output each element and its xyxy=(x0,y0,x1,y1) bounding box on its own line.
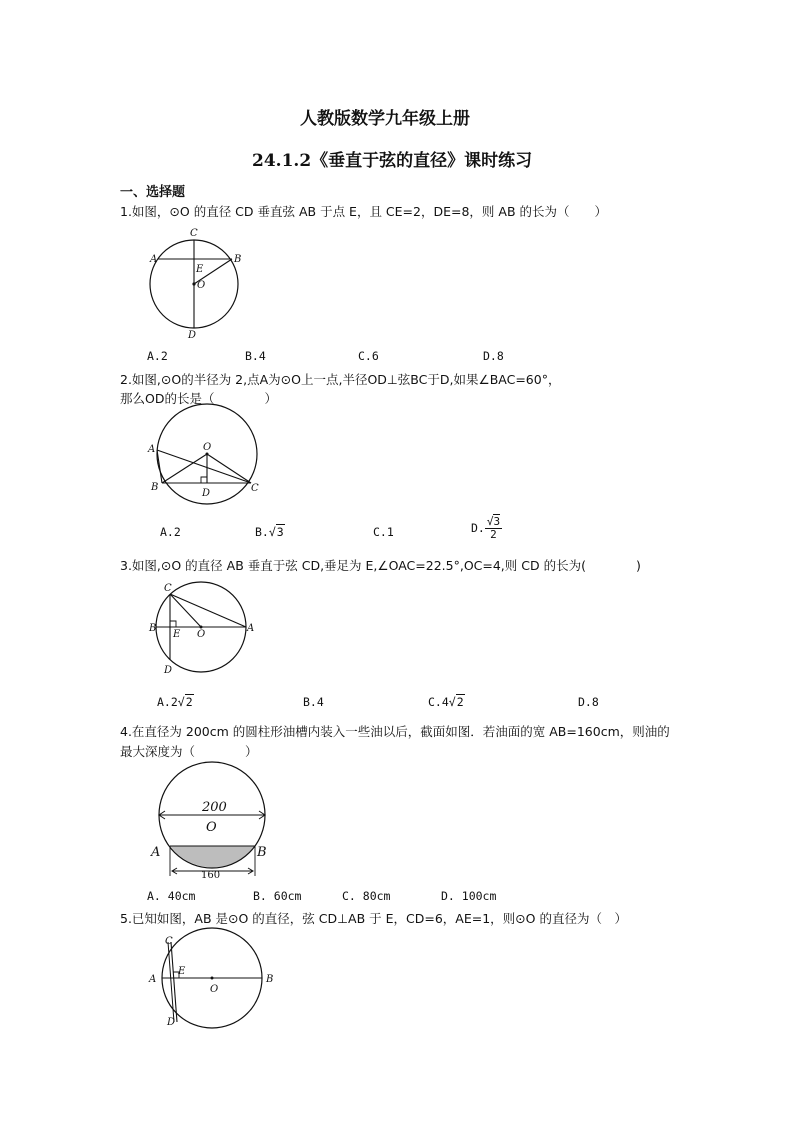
q5-label-d: D xyxy=(167,1017,176,1028)
q2-label-a: A xyxy=(148,444,156,455)
question-5-figure xyxy=(145,928,280,1033)
q2-line-ob xyxy=(162,454,207,483)
q3-label-e: E xyxy=(173,629,181,640)
q2-option-b-radicand: 3 xyxy=(276,525,284,539)
q1-label-a: A xyxy=(150,254,158,265)
q3-option-a[interactable] xyxy=(157,695,194,709)
q5-center-dot xyxy=(211,977,214,980)
q3-option-a-sqrt: √2 xyxy=(177,695,193,709)
document-subtitle: 24.1.2《垂直于弦的直径》课时练习 xyxy=(252,151,533,171)
question-1-figure xyxy=(140,222,270,342)
q5-label-o: O xyxy=(210,984,219,995)
q1-label-d: D xyxy=(188,330,197,341)
q3-option-c-sqrt: √2 xyxy=(448,695,464,709)
question-2-stem-line2: 那么OD的长是（ ） xyxy=(120,391,277,406)
q2-option-d-letter: D. xyxy=(471,521,485,535)
q4-option-c[interactable]: C. 80cm xyxy=(342,889,391,903)
question-3-figure xyxy=(146,580,266,685)
q2-option-d[interactable] xyxy=(471,516,502,541)
q2-option-a[interactable]: A.2 xyxy=(160,525,181,539)
q3-label-a: A xyxy=(247,623,255,634)
q1-label-e: E xyxy=(196,264,204,275)
q1-option-a[interactable]: A.2 xyxy=(147,349,168,363)
question-4-stem-line1: 4.在直径为 200cm 的圆柱形油槽内装入一些油以后，截面如图．若油面的宽 AB=160cm，则油的 xyxy=(120,724,670,739)
q4-label-160: 160 xyxy=(201,870,221,881)
q2-label-c: C xyxy=(251,483,259,494)
q3-option-c[interactable] xyxy=(428,695,465,709)
question-2-stem-line1: 2.如图,⊙O的半径为 2,点A为⊙O上一点,半径OD⊥弦BC于D,如果∠BAC=60°， xyxy=(120,372,561,387)
q2-line-ab xyxy=(157,450,162,483)
q3-label-d: D xyxy=(164,665,173,676)
q5-chord-cd-inner xyxy=(168,942,174,1022)
q3-line-co xyxy=(170,594,201,627)
q3-label-o: O xyxy=(197,629,206,640)
question-4-stem-line2: 最大深度为（ ） xyxy=(120,744,258,759)
q3-option-c-radicand: 2 xyxy=(456,695,464,709)
q2-line-oc xyxy=(207,454,251,483)
q1-center-dot xyxy=(192,282,195,285)
q5-label-b: B xyxy=(266,974,274,985)
q1-option-c[interactable]: C.6 xyxy=(358,349,379,363)
q4-label-a: A xyxy=(151,845,161,860)
question-4-figure xyxy=(145,764,280,886)
q4-label-200: 200 xyxy=(202,800,227,815)
q1-option-b[interactable]: B.4 xyxy=(245,349,266,363)
q3-label-c: C xyxy=(164,583,172,594)
q4-option-a[interactable]: A. 40cm xyxy=(147,889,196,903)
q2-option-c[interactable]: C.1 xyxy=(373,525,394,539)
q2-line-ac xyxy=(157,450,251,483)
q3-line-ca xyxy=(170,594,246,627)
section-heading: 一、选择题 xyxy=(120,185,186,200)
q2-label-o: O xyxy=(203,442,212,453)
q4-label-o: O xyxy=(206,820,217,835)
q5-label-c: C xyxy=(165,936,173,947)
q3-label-b: B xyxy=(149,623,157,634)
question-1-stem: 1.如图，⊙O 的直径 CD 垂直弦 AB 于点 E，且 CE=2，DE=8，则 AB 的长为（ ） xyxy=(120,204,608,219)
q4-oil-region xyxy=(170,846,255,867)
q3-right-angle-mark xyxy=(170,621,176,627)
q1-label-c: C xyxy=(190,228,198,239)
q5-label-a: A xyxy=(149,974,157,985)
q2-right-angle-mark xyxy=(201,477,207,483)
q2-label-b: B xyxy=(151,482,159,493)
q3-option-c-letter: C.4 xyxy=(428,695,449,709)
q2-option-d-radicand: 3 xyxy=(493,515,501,528)
q4-option-d[interactable]: D. 100cm xyxy=(441,889,497,903)
question-2-figure xyxy=(140,408,270,508)
q2-option-d-numerator: √3 xyxy=(486,515,501,528)
q1-label-b: B xyxy=(234,254,242,265)
document-title: 人教版数学九年级上册 xyxy=(300,109,470,129)
q2-option-b-letter: B. xyxy=(255,525,269,539)
q3-option-d[interactable]: D.8 xyxy=(578,695,599,709)
q5-label-e: E xyxy=(178,966,186,977)
q4-option-b[interactable]: B. 60cm xyxy=(253,889,302,903)
q4-label-b: B xyxy=(257,845,267,860)
q2-option-b[interactable] xyxy=(255,525,285,539)
q1-label-o: O xyxy=(197,280,206,291)
q2-option-d-denominator: 2 xyxy=(490,528,497,541)
question-3-stem: 3.如图,⊙O 的直径 AB 垂直于弦 CD,垂足为 E,∠OAC=22.5°,OC=4,则 CD 的长为( ) xyxy=(120,558,641,573)
q1-option-d[interactable]: D.8 xyxy=(483,349,504,363)
q2-label-d: D xyxy=(202,488,211,499)
q3-option-a-letter: A.2 xyxy=(157,695,178,709)
q2-option-d-fraction xyxy=(485,516,502,541)
question-5-stem: 5.已知如图，AB 是⊙O 的直径，弦 CD⊥AB 于 E，CD=6，AE=1，则⊙O 的直径为（ ） xyxy=(120,911,627,926)
q3-option-a-radicand: 2 xyxy=(185,695,193,709)
q2-option-b-sqrt: √3 xyxy=(268,525,284,539)
q3-option-b[interactable]: B.4 xyxy=(303,695,324,709)
